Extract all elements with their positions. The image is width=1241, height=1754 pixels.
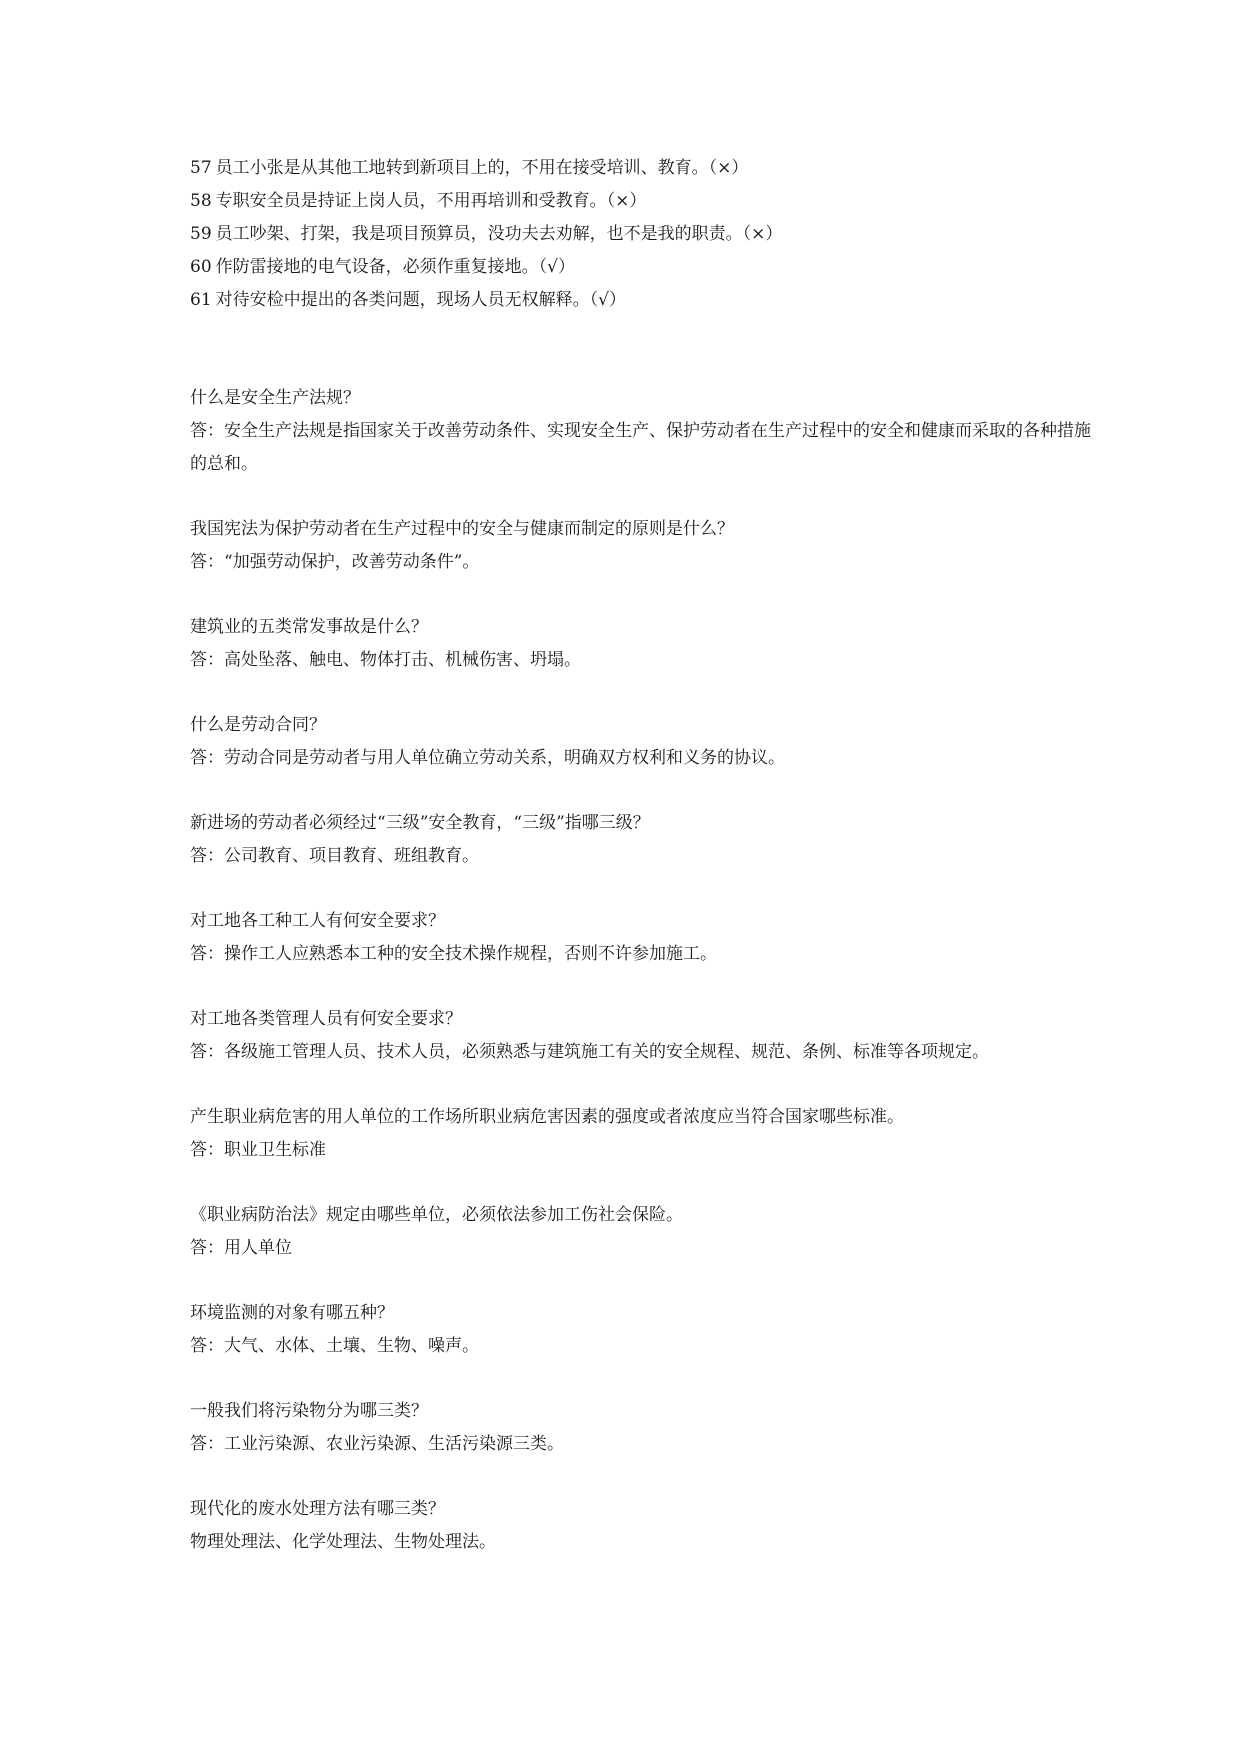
- qa-item: [190, 382, 1091, 481]
- question-text: 环境监测的对象有哪五种？: [190, 1303, 394, 1323]
- tf-item-number: 61: [190, 290, 212, 310]
- answer-text: 答：工业污染源、农业污染源、生活污染源三类。: [190, 1434, 564, 1454]
- question-text: 新进场的劳动者必须经过“三级”安全教育，“三级”指哪三级？: [190, 813, 650, 833]
- answer-text: 答：大气、水体、土壤、生物、噪声。: [190, 1336, 479, 1356]
- tf-item: [190, 284, 1091, 317]
- qa-item: [190, 513, 1091, 579]
- qa-item: [190, 709, 1091, 775]
- tf-item-number: 59: [190, 224, 212, 244]
- tf-item: [190, 185, 1091, 218]
- answer-text: 答：操作工人应熟悉本工种的安全技术操作规程，否则不许参加施工。: [190, 944, 717, 964]
- qa-item: [190, 905, 1091, 971]
- true-false-list: [190, 152, 1091, 317]
- answer-text: 答：用人单位: [190, 1238, 292, 1258]
- answer-text: 答：劳动合同是劳动者与用人单位确立劳动关系，明确双方权利和义务的协议。: [190, 748, 785, 768]
- question-text: 一般我们将污染物分为哪三类？: [190, 1401, 428, 1421]
- tf-item-text: 员工吵架、打架，我是项目预算员，没功夫去劝解，也不是我的职责。（×）: [215, 224, 783, 244]
- qa-item: [190, 1395, 1091, 1461]
- answer-text: 物理处理法、化学处理法、生物处理法。: [190, 1532, 496, 1552]
- question-text: 什么是劳动合同？: [190, 715, 326, 735]
- qa-item: [190, 807, 1091, 873]
- question-text: 什么是安全生产法规？: [190, 388, 360, 408]
- tf-item-number: 57: [190, 158, 212, 178]
- answer-text: 答：职业卫生标准: [190, 1140, 326, 1160]
- question-text: 现代化的废水处理方法有哪三类？: [190, 1499, 445, 1519]
- qa-item: [190, 1101, 1091, 1167]
- tf-item: [190, 251, 1091, 284]
- question-text: 我国宪法为保护劳动者在生产过程中的安全与健康而制定的原则是什么？: [190, 519, 734, 539]
- question-text: 建筑业的五类常发事故是什么？: [190, 617, 428, 637]
- tf-item-number: 58: [190, 191, 212, 211]
- question-text: 《职业病防治法》规定由哪些单位，必须依法参加工伤社会保险。: [190, 1205, 683, 1225]
- tf-item: [190, 152, 1091, 185]
- answer-text: 答：高处坠落、触电、物体打击、机械伤害、坍塌。: [190, 650, 581, 670]
- question-text: 产生职业病危害的用人单位的工作场所职业病危害因素的强度或者浓度应当符合国家哪些标准。: [190, 1107, 904, 1127]
- tf-item: [190, 218, 1091, 251]
- qa-item: [190, 1493, 1091, 1559]
- tf-item-text: 员工小张是从其他工地转到新项目上的，不用在接受培训、教育。（×）: [215, 158, 749, 178]
- answer-text: 答：各级施工管理人员、技术人员，必须熟悉与建筑施工有关的安全规程、规范、条例、标准等各项规定。: [190, 1042, 989, 1062]
- qa-section: [190, 382, 1091, 1559]
- answer-text: 答：“加强劳动保护，改善劳动条件”。: [190, 552, 480, 572]
- tf-item-text: 作防雷接地的电气设备，必须作重复接地。（√）: [215, 257, 575, 277]
- qa-item: [190, 611, 1091, 677]
- question-text: 对工地各工种工人有何安全要求？: [190, 911, 445, 931]
- tf-item-text: 对待安检中提出的各类问题，现场人员无权解释。（√）: [215, 290, 626, 310]
- tf-item-number: 60: [190, 257, 212, 277]
- qa-item: [190, 1003, 1091, 1069]
- qa-item: [190, 1199, 1091, 1265]
- answer-text: 答：公司教育、项目教育、班组教育。: [190, 846, 479, 866]
- qa-item: [190, 1297, 1091, 1363]
- tf-item-text: 专职安全员是持证上岗人员，不用再培训和受教育。（×）: [215, 191, 647, 211]
- answer-text: 答：安全生产法规是指国家关于改善劳动条件、实现安全生产、保护劳动者在生产过程中的安全和健康而采取的各种措施的总和。: [190, 421, 1091, 474]
- question-text: 对工地各类管理人员有何安全要求？: [190, 1009, 462, 1029]
